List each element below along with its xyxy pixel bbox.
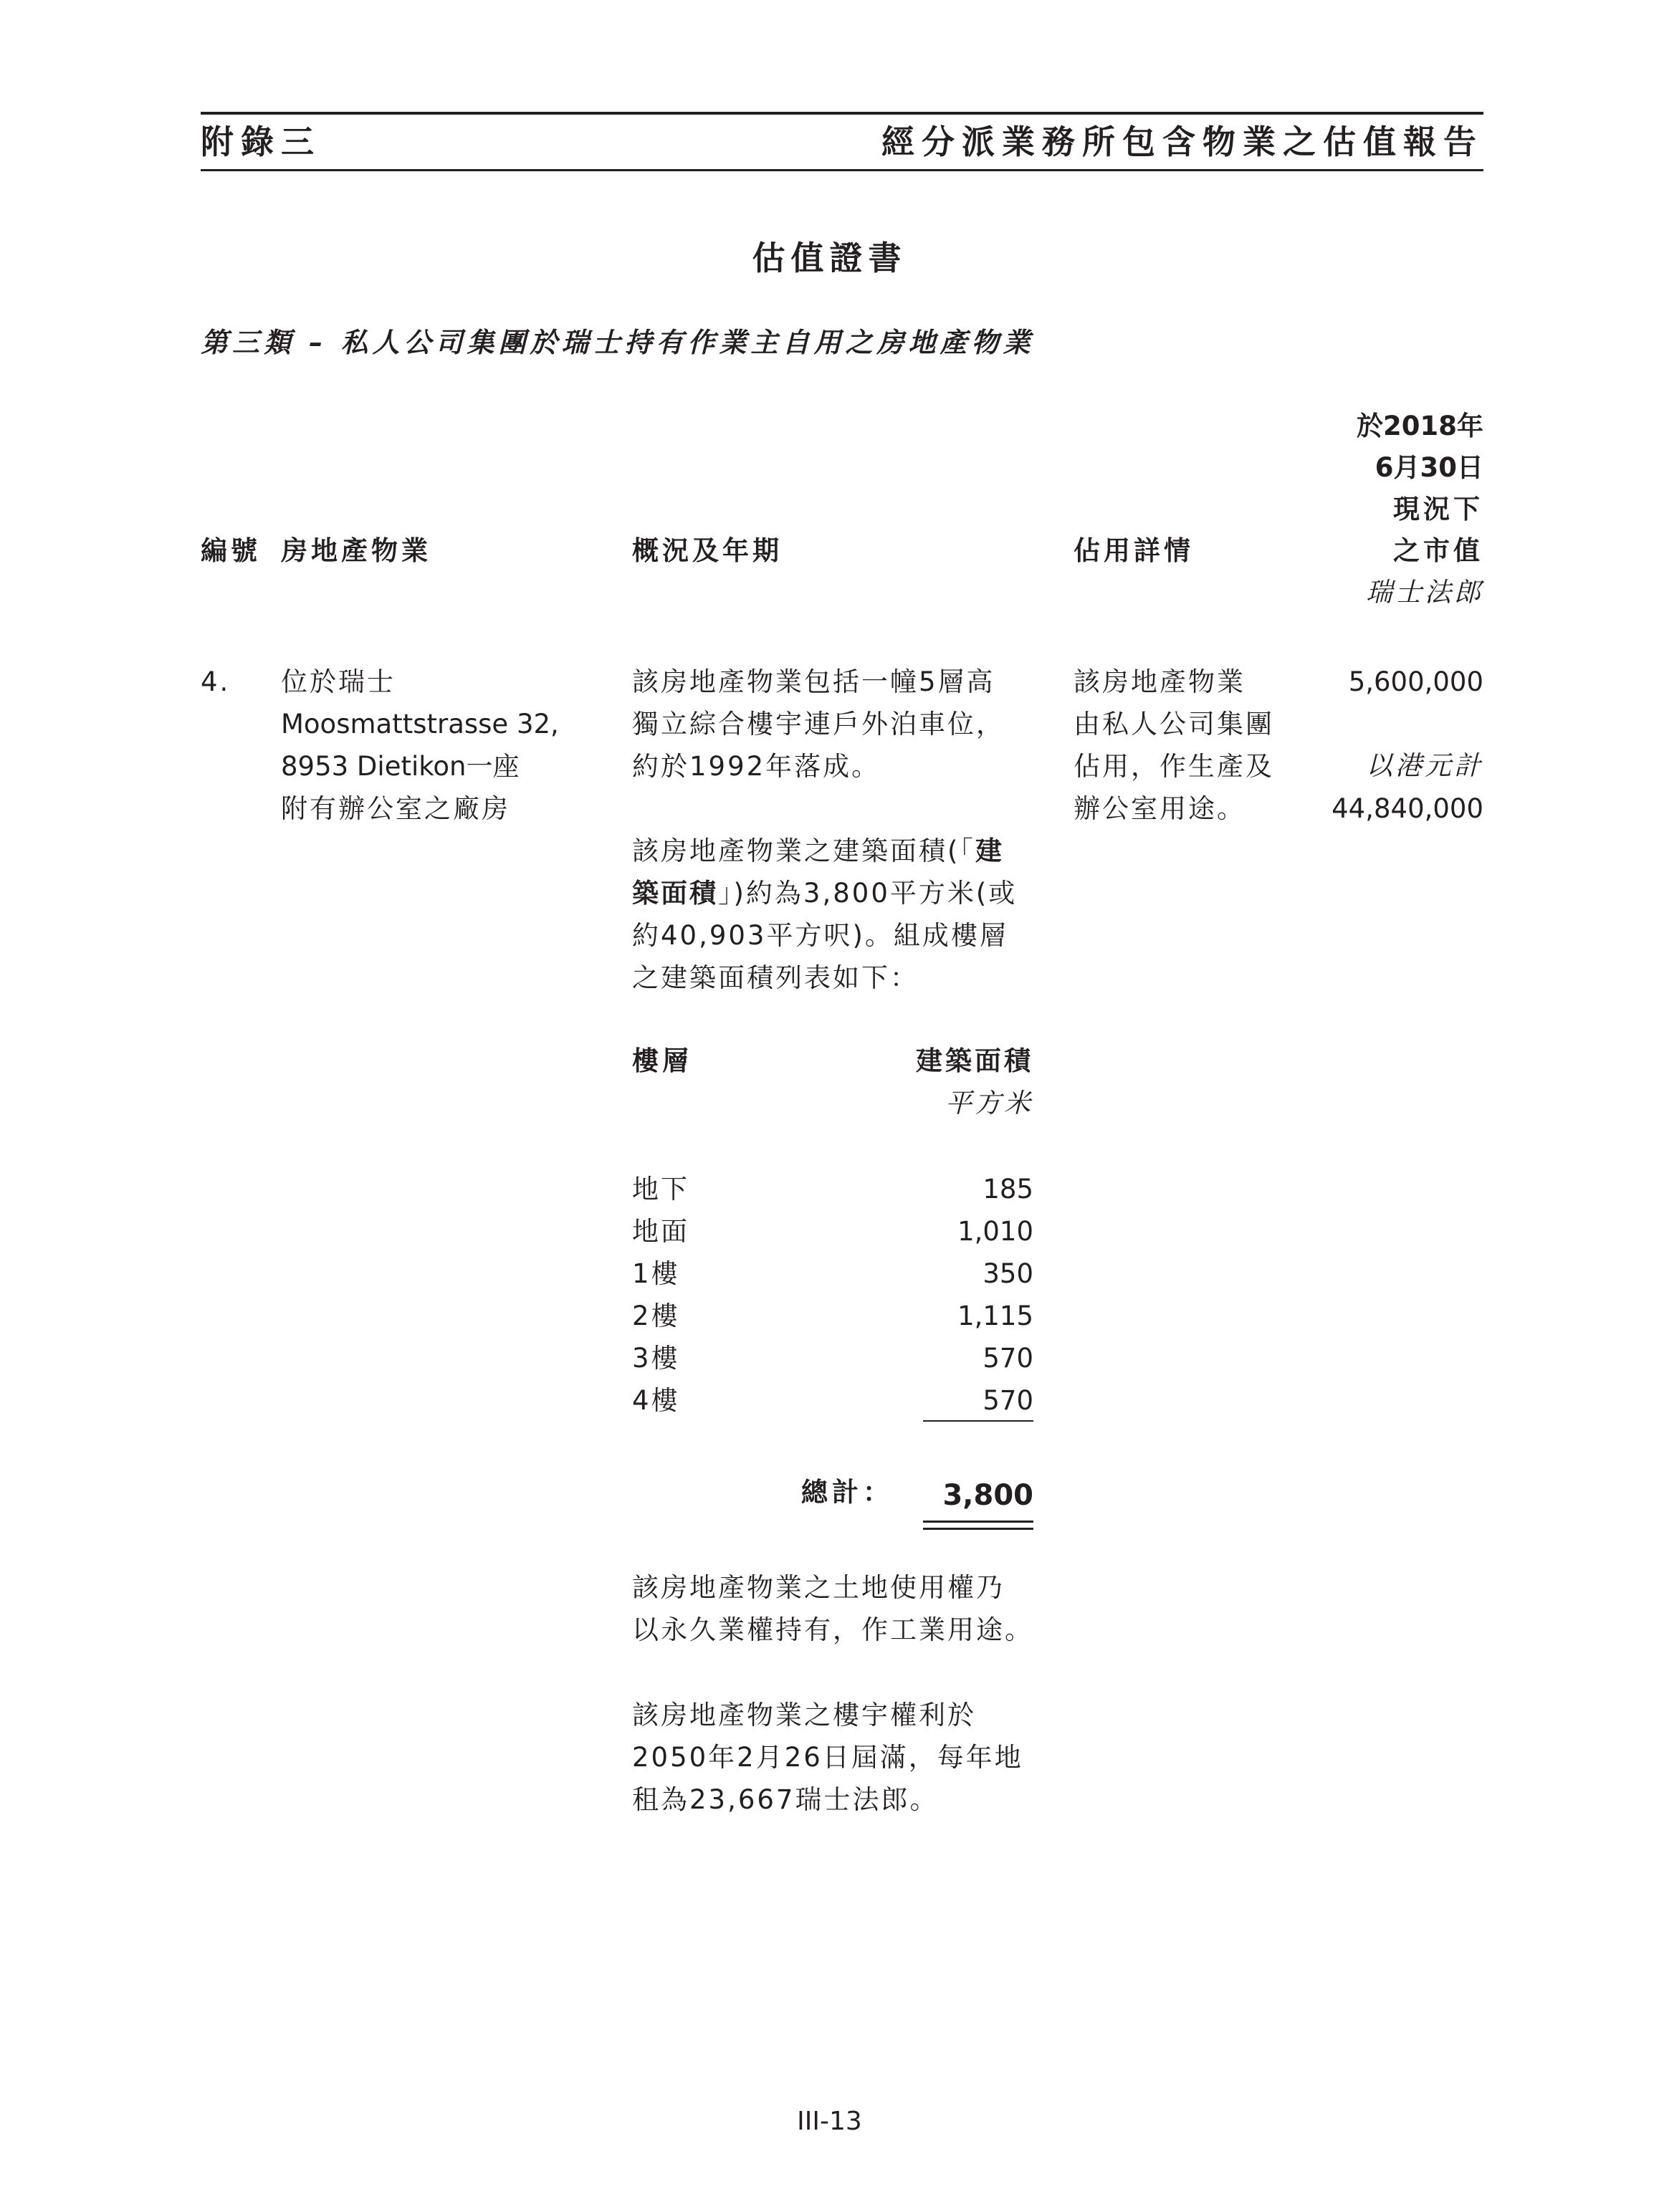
table-row-area: 185: [983, 1174, 1033, 1205]
floor-table-unit: 平方米: [945, 1088, 1033, 1119]
total-label: 總計：: [801, 1477, 894, 1508]
table-row-floor: 1樓: [632, 1258, 680, 1289]
building-rights-line: 該房地產物業之樓宇權利於: [632, 1700, 976, 1730]
property-line: 附有辦公室之廠房: [281, 793, 510, 824]
land-use-paragraph: [632, 1566, 1033, 1651]
floor-table-floors: [632, 1168, 689, 1422]
value-hkd-label: 以港元計: [1366, 750, 1483, 781]
col-header-occupancy: 佔用詳情: [1074, 535, 1194, 566]
table-row-area: 570: [983, 1385, 1033, 1416]
col-header-description: 概況及年期: [632, 535, 783, 566]
page-number: III-13: [797, 2107, 862, 2136]
header-top-rule: [201, 112, 1483, 115]
table-row-floor: 4樓: [632, 1385, 680, 1416]
occupancy-line: 辦公室用途。: [1074, 793, 1246, 824]
value-unit-chf: 瑞士法郎: [1366, 577, 1483, 608]
description-bold-term: 築面積: [632, 878, 718, 909]
description-line: [632, 830, 1017, 872]
table-row-area: 1,010: [957, 1216, 1033, 1247]
market-value-chf: 5,600,000: [1348, 666, 1483, 697]
table-row-floor: 地面: [632, 1216, 689, 1247]
category-heading: 第三類 – 私人公司集團於瑞士持有作業主自用之房地產物業: [201, 327, 1035, 358]
occupancy-line: 該房地產物業: [1074, 666, 1246, 697]
description-paragraph-2: [632, 830, 1017, 999]
floor-table-col-floor: 樓層: [632, 1045, 692, 1076]
table-row-floor: 3樓: [632, 1343, 680, 1374]
table-row-floor: 地下: [632, 1174, 689, 1205]
description-bold-term: 建: [975, 836, 1004, 866]
description-line: 約於1992年落成。: [632, 751, 881, 782]
value-header-line: 之市值: [1393, 535, 1483, 566]
description-line: 約40,903平方呎)。組成樓層: [632, 920, 1008, 951]
land-use-line: 該房地產物業之土地使用權乃: [632, 1572, 1005, 1603]
floor-table-areas: [957, 1168, 1033, 1422]
entry-number: 4.: [201, 666, 231, 697]
building-rights-paragraph: [632, 1694, 1023, 1821]
description-line: 之建築面積列表如下：: [632, 962, 919, 993]
description-text: 該房地產物業之建築面積(「: [632, 836, 975, 866]
market-value-hkd: 44,840,000: [1331, 793, 1483, 824]
land-use-line: 以永久業權持有，作工業用途。: [632, 1614, 1033, 1645]
property-description: [281, 661, 559, 830]
property-line: Moosmattstrasse 32,: [281, 709, 559, 739]
subtotal-rule: [923, 1420, 1033, 1422]
description-paragraph-1: [632, 661, 1005, 787]
building-rights-line: 租為23,667瑞士法郎。: [632, 1784, 939, 1815]
occupancy-line: 由私人公司集團: [1074, 709, 1274, 739]
description-line: [632, 872, 1017, 914]
floor-table-col-gfa: 建築面積: [916, 1045, 1033, 1076]
appendix-label: 附錄三: [201, 123, 321, 161]
description-text: 」)約為3,800平方米(或: [718, 878, 1018, 909]
col-header-property: 房地產物業: [281, 535, 431, 566]
table-row-floor: 2樓: [632, 1301, 680, 1331]
value-header-line: 於2018年: [1357, 411, 1483, 441]
property-line: 位於瑞士: [281, 666, 396, 697]
total-double-rule-bottom: [923, 1528, 1033, 1530]
col-header-no: 編號: [201, 535, 261, 566]
total-value: 3,800: [942, 1479, 1033, 1512]
report-title: 經分派業務所包含物業之估值報告: [881, 123, 1483, 161]
table-row-area: 570: [983, 1343, 1033, 1374]
occupancy-details: [1074, 661, 1274, 830]
description-line: 該房地產物業包括一幢5層高: [632, 666, 995, 697]
table-row-area: 1,115: [957, 1301, 1033, 1331]
certificate-title: 估值證書: [752, 239, 907, 277]
total-double-rule-top: [923, 1521, 1033, 1523]
property-line: 8953 Dietikon一座: [281, 751, 520, 782]
building-rights-line: 2050年2月26日屆滿，每年地: [632, 1742, 1023, 1773]
table-row-area: 350: [983, 1258, 1033, 1289]
col-header-value: [1357, 406, 1483, 572]
description-line: 獨立綜合樓宇連戶外泊車位，: [632, 709, 1005, 739]
value-header-line: 現況下: [1393, 494, 1483, 525]
value-header-line: 6月30日: [1374, 452, 1483, 483]
occupancy-line: 佔用，作生產及: [1074, 751, 1274, 782]
header-bottom-rule: [201, 169, 1483, 171]
